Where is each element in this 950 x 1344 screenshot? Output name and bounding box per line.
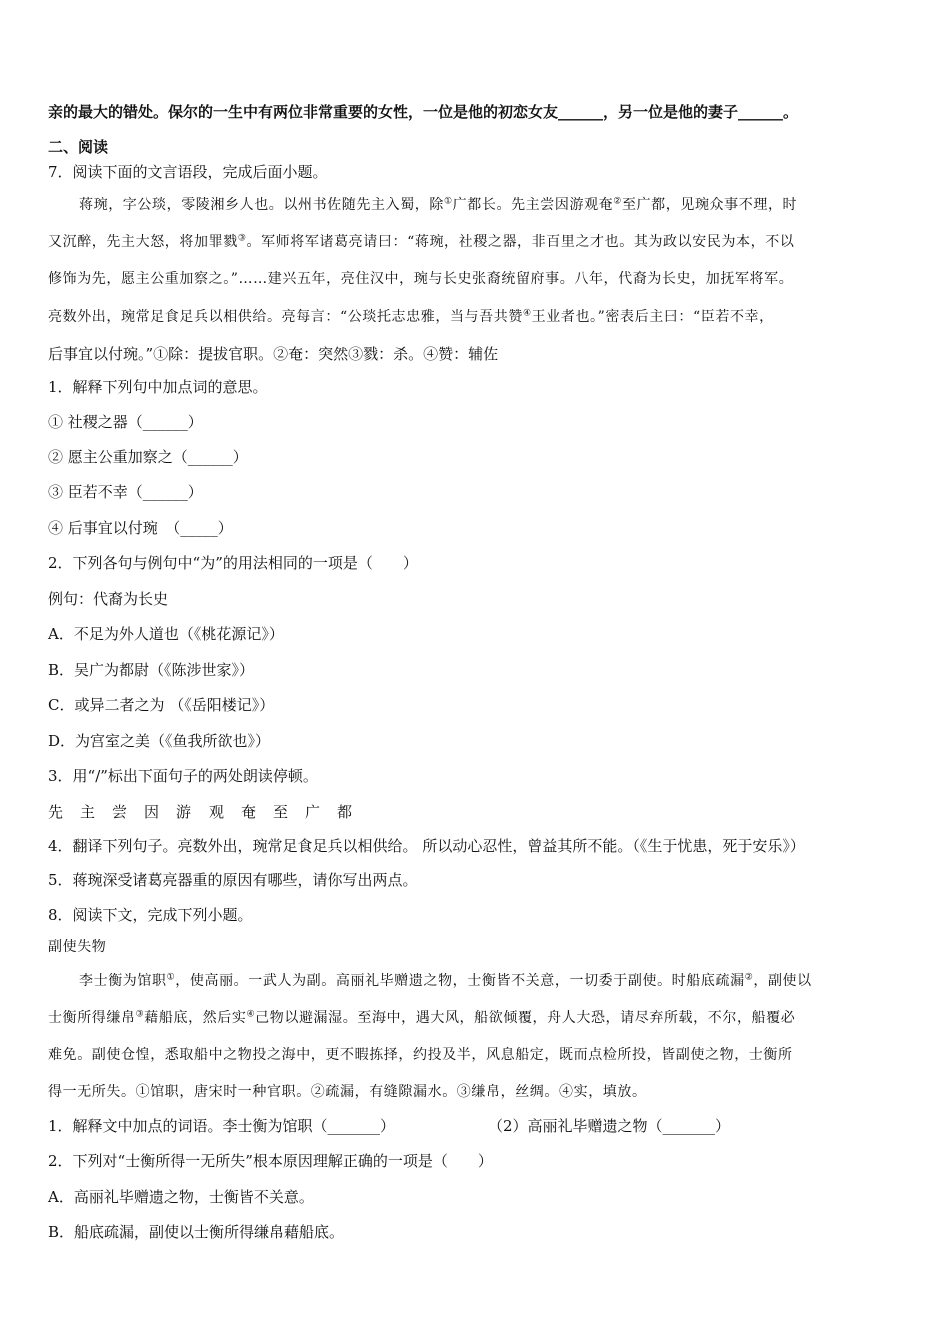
footnote-marker: ③ — [135, 1009, 145, 1020]
q7-passage-footnotes: 后事宜以付琬。”①除：提拔官职。②奄：突然③戮：杀。④赞：辅佐 — [48, 345, 499, 363]
footnote-marker: ② — [613, 196, 622, 207]
section-heading: 二、阅读 — [48, 138, 109, 156]
q7-sub2-option-b[interactable]: B．吴广为都尉（《陈涉世家》） — [48, 661, 255, 679]
question-text: 。 — [783, 103, 799, 121]
q7-sub2-option-d[interactable]: D．为宫室之美（《鱼我所欲也》） — [48, 732, 271, 750]
answer-blank-wife[interactable]: ______ — [738, 103, 784, 121]
footnote-marker: ① — [444, 196, 453, 207]
q7-intro: 7．阅读下面的文言语段，完成后面小题。 — [48, 163, 328, 181]
q7-sub2-example: 例句：代裔为长史 — [48, 590, 169, 608]
sentence-char: 观 — [209, 803, 225, 821]
q7-sub5: 5．蒋琬深受诸葛亮器重的原因有哪些，请你写出两点。 — [48, 871, 418, 889]
sentence-char: 奄 — [241, 803, 257, 821]
q7-passage-line: 又沉醉，先主大怒，将加罪戮③。军师将军诸葛亮请曰：“蒋琬，社稷之器，非百里之才也。其为政以安民为本，不以 — [48, 233, 795, 250]
sentence-char: 都 — [337, 803, 353, 821]
sentence-char: 主 — [80, 803, 96, 821]
footnote-marker: ④ — [522, 308, 532, 319]
q8-sub2-option-a[interactable]: A．高丽礼毕赠遗之物，士衡皆不关意。 — [48, 1188, 314, 1206]
sentence-char: 因 — [144, 803, 160, 821]
q8-sub1-part2[interactable]: （2）高丽礼毕赠遗之物（_______） — [488, 1117, 731, 1135]
q7-sub1-item[interactable]: ③ 臣若不幸（______） — [48, 483, 203, 501]
q7-sub2-option-c[interactable]: C．或异二者之为 （《岳阳楼记》） — [48, 696, 275, 714]
footnote-marker: ④ — [246, 1009, 256, 1020]
q7-sub4: 4．翻译下列句子。亮数外出，琬常足食足兵以相供给。 所以动心忍性，曾益其所不能。（《生于忧患，死于安乐》） — [48, 837, 805, 855]
footnote-marker: ② — [744, 972, 754, 983]
q8-sub2-option-b[interactable]: B．船底疏漏，副使以士衡所得缣帛藉船底。 — [48, 1223, 345, 1241]
q8-sub1-part1[interactable]: 1．解释文中加点的词语。李士衡为馆职（_______） — [48, 1117, 396, 1135]
sentence-char: 先 — [48, 803, 64, 821]
q8-intro: 8．阅读下文，完成下列小题。 — [48, 906, 253, 924]
q8-passage-line: 李士衡为馆职①，使高丽。一武人为副。高丽礼毕赠遗之物，士衡皆不关意，一切委于副使。时船底疏漏②，副使以 — [79, 972, 812, 989]
q7-sub1-prompt: 1．解释下列句中加点词的意思。 — [48, 378, 268, 396]
sentence-char: 至 — [273, 803, 289, 821]
footnote-marker: ③ — [237, 233, 247, 244]
sentence-char: 广 — [305, 803, 321, 821]
q7-sub1-item[interactable]: ② 愿主公重加察之（______） — [48, 448, 248, 466]
q8-passage-title: 副使失物 — [48, 939, 107, 955]
q7-sub3-prompt: 3．用“/”标出下面句子的两处朗读停顿。 — [48, 767, 318, 785]
q7-passage-line: 修饰为先，愿主公重加察之。”……建兴五年，亮住汉中，琬与长史张裔统留府事。八年，代裔为长史，加抚军将军。 — [48, 271, 794, 287]
q8-passage-line: 士衡所得缣帛③藉船底，然后实④己物以避漏湿。至海中，遇大风，船欲倾覆，舟人大恐，请尽弃所载，不尔，船覆必 — [48, 1009, 796, 1026]
sentence-char: 尝 — [112, 803, 128, 821]
q7-sub1-item[interactable]: ① 社稷之器（______） — [48, 413, 203, 431]
answer-blank-first-love[interactable]: ______ — [558, 103, 604, 121]
sentence-char: 游 — [176, 803, 192, 821]
q7-passage-line: 亮数外出，琬常足食足兵以相供给。亮每言：“公琰托志忠雅，当与吾共赞④王业者也。”密表后主曰：“臣若不幸， — [48, 308, 774, 325]
continuation-question-line — [48, 102, 798, 122]
q7-passage-line: 蒋琬，字公琰，零陵湘乡人也。以州书佐随先主入蜀，除①广都长。先主尝因游观奄②至广都，见琬众事不理，时 — [79, 196, 798, 213]
q7-sub1-item[interactable]: ④ 后事宜以付琬 （_____） — [48, 519, 233, 537]
q7-sub2-prompt: 2．下列各句与例句中“为”的用法相同的一项是（ ） — [48, 554, 418, 572]
q7-sub2-option-a[interactable]: A．不足为外人道也（《桃花源记》） — [48, 625, 284, 643]
q8-passage-line: 难免。副使仓惶，悉取船中之物投之海中，更不暇拣择，约投及半，风息船定，既而点检所投，皆副使之物，士衡所 — [48, 1047, 793, 1063]
footnote-marker: ① — [166, 972, 176, 983]
q8-passage-line: 得一无所失。①馆职，唐宋时一种官职。②疏漏，有缝隙漏水。③缣帛，丝绸。④实，填放。 — [48, 1084, 647, 1100]
question-text: 亲的最大的错处。保尔的一生中有两位非常重要的女性，一位是他的初恋女友 — [48, 103, 559, 121]
question-text: ，另一位是他的妻子 — [603, 103, 739, 121]
q8-sub2-prompt: 2．下列对“士衡所得一无所失”根本原因理解正确的一项是（ ） — [48, 1152, 493, 1170]
